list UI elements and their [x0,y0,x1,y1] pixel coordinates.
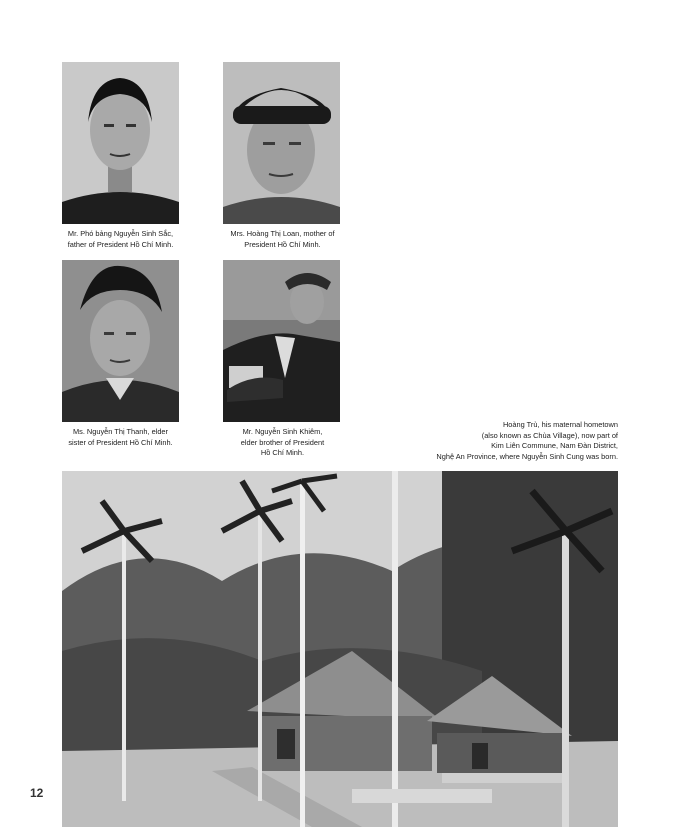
portrait-brother-caption: Mr. Nguyễn Sinh Khiêm, elder brother of President Hồ Chí Minh. [240,427,325,458]
portrait-mother-caption: Mrs. Hoàng Thị Loan, mother of President Hồ Chí Minh. [230,229,335,249]
portrait-sister-photo [62,260,179,422]
portrait-mother-photo [223,62,340,224]
page-number: 12 [30,786,44,800]
portrait-brother-photo [223,260,340,422]
village-thatched-houses-photo [62,471,618,827]
portrait-sister-caption: Ms. Nguyễn Thị Thanh, elder sister of President Hồ Chí Minh. [68,427,173,447]
portrait-father-photo [62,62,179,224]
portrait-father-caption: Mr. Phó bảng Nguyễn Sinh Sắc, father of President Hồ Chí Minh. [67,229,174,249]
landscape-caption: Hoàng Trù, his maternal hometown (also known as Chùa Village), now part of Kim Liên Commune, Nam Đàn District, Nghệ An Province, where Nguyễn Sinh Cung was born. [436,420,618,461]
